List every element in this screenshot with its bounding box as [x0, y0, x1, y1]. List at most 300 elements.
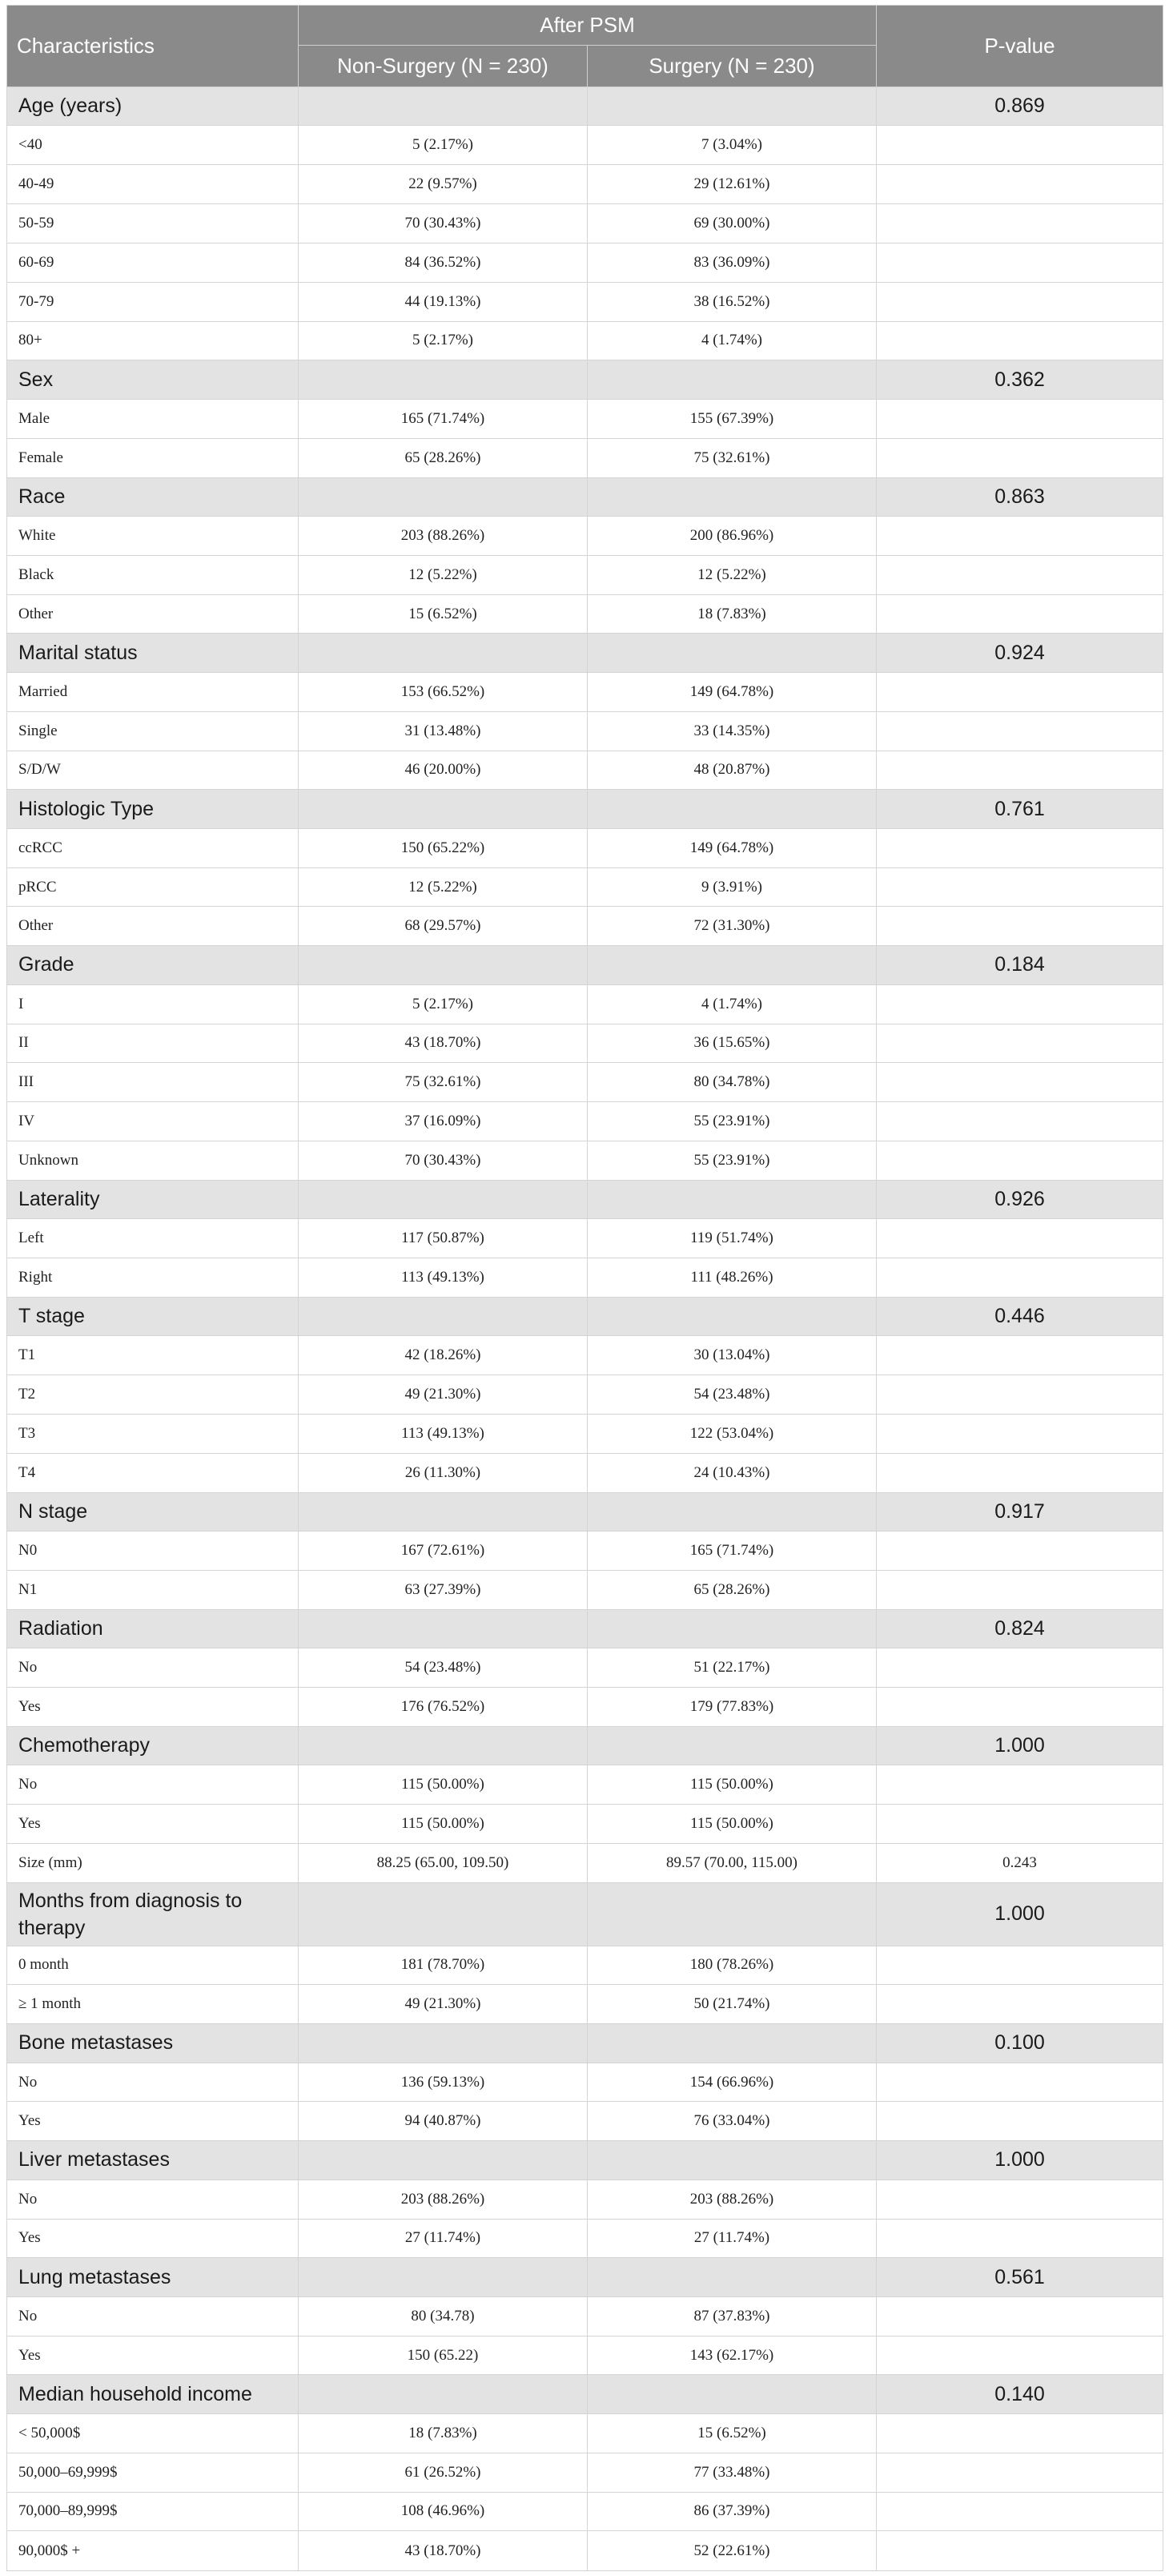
row-label: Yes: [7, 1688, 299, 1727]
non-surgery-value: 26 (11.30%): [299, 1453, 588, 1492]
table-row: [7, 243, 1163, 282]
non-surgery-value: 70 (30.43%): [299, 1141, 588, 1181]
header-surgery: Surgery (N = 230): [588, 46, 877, 87]
row-label: 40-49: [7, 165, 299, 204]
row-label: No: [7, 2063, 299, 2102]
surgery-value: [588, 2258, 877, 2296]
table-row: [7, 2413, 1163, 2453]
non-surgery-value: 88.25 (65.00, 109.50): [299, 1843, 588, 1882]
non-surgery-value: 80 (34.78): [299, 2296, 588, 2336]
category-label: Age (years): [7, 87, 299, 126]
p-value: [877, 2296, 1163, 2336]
category-label: Race: [7, 477, 299, 516]
surgery-value: [588, 87, 877, 126]
surgery-value: 86 (37.39%): [588, 2492, 877, 2531]
surgery-value: 12 (5.22%): [588, 555, 877, 594]
surgery-value: 111 (48.26%): [588, 1258, 877, 1298]
surgery-value: 30 (13.04%): [588, 1336, 877, 1375]
surgery-value: 83 (36.09%): [588, 243, 877, 282]
surgery-value: [588, 1882, 877, 1946]
non-surgery-value: 68 (29.57%): [299, 907, 588, 946]
surgery-value: [588, 1492, 877, 1531]
surgery-value: 119 (51.74%): [588, 1219, 877, 1258]
surgery-value: 9 (3.91%): [588, 867, 877, 907]
category-label: Laterality: [7, 1180, 299, 1218]
non-surgery-value: [299, 946, 588, 984]
category-row: [7, 2141, 1163, 2180]
table-row: [7, 438, 1163, 477]
row-label: Yes: [7, 2336, 299, 2375]
p-value: [877, 1453, 1163, 1492]
non-surgery-value: [299, 1180, 588, 1218]
non-surgery-value: 75 (32.61%): [299, 1063, 588, 1102]
non-surgery-value: 167 (72.61%): [299, 1532, 588, 1571]
table-row: [7, 399, 1163, 438]
row-label: Single: [7, 711, 299, 751]
category-row: [7, 946, 1163, 984]
row-label: Size (mm): [7, 1843, 299, 1882]
p-value: 1.000: [877, 2141, 1163, 2180]
category-label: T stage: [7, 1297, 299, 1335]
p-value: 0.863: [877, 477, 1163, 516]
surgery-value: 54 (23.48%): [588, 1375, 877, 1415]
p-value: 0.140: [877, 2375, 1163, 2413]
non-surgery-value: [299, 1492, 588, 1531]
table-row: [7, 126, 1163, 165]
row-label: III: [7, 1063, 299, 1102]
surgery-value: 55 (23.91%): [588, 1102, 877, 1141]
p-value: [877, 1141, 1163, 1181]
non-surgery-value: 108 (46.96%): [299, 2492, 588, 2531]
surgery-value: 180 (78.26%): [588, 1946, 877, 1985]
row-label: Right: [7, 1258, 299, 1298]
p-value: [877, 1648, 1163, 1688]
category-row: [7, 2258, 1163, 2296]
surgery-value: 4 (1.74%): [588, 984, 877, 1024]
category-row: [7, 2024, 1163, 2063]
row-label: Left: [7, 1219, 299, 1258]
table-row: [7, 2102, 1163, 2141]
non-surgery-value: [299, 360, 588, 399]
row-label: T1: [7, 1336, 299, 1375]
non-surgery-value: 31 (13.48%): [299, 711, 588, 751]
table-row: [7, 204, 1163, 244]
table-row: [7, 282, 1163, 321]
surgery-value: 155 (67.39%): [588, 399, 877, 438]
non-surgery-value: 5 (2.17%): [299, 321, 588, 360]
non-surgery-value: 15 (6.52%): [299, 594, 588, 634]
p-value: 0.824: [877, 1609, 1163, 1648]
table-row: [7, 555, 1163, 594]
table-row: [7, 2453, 1163, 2492]
p-value: [877, 711, 1163, 751]
category-row: [7, 477, 1163, 516]
p-value: [877, 1946, 1163, 1985]
non-surgery-value: 12 (5.22%): [299, 867, 588, 907]
surgery-value: [588, 634, 877, 672]
non-surgery-value: 115 (50.00%): [299, 1805, 588, 1844]
table-row: [7, 2296, 1163, 2336]
category-row: [7, 2375, 1163, 2413]
category-row: [7, 1609, 1163, 1648]
surgery-value: 179 (77.83%): [588, 1688, 877, 1727]
surgery-value: 69 (30.00%): [588, 204, 877, 244]
row-label: Other: [7, 594, 299, 634]
table-row: [7, 594, 1163, 634]
non-surgery-value: 136 (59.13%): [299, 2063, 588, 2102]
table-row: [7, 2063, 1163, 2102]
surgery-value: 52 (22.61%): [588, 2531, 877, 2571]
row-label: T2: [7, 1375, 299, 1415]
p-value: [877, 907, 1163, 946]
row-label: Female: [7, 438, 299, 477]
p-value: [877, 2413, 1163, 2453]
non-surgery-value: 46 (20.00%): [299, 751, 588, 790]
non-surgery-value: 44 (19.13%): [299, 282, 588, 321]
surgery-value: [588, 1726, 877, 1765]
row-label: 70-79: [7, 282, 299, 321]
p-value: [877, 1985, 1163, 2024]
table-body: [7, 87, 1163, 2571]
p-value: [877, 555, 1163, 594]
p-value: [877, 1258, 1163, 1298]
table-row: [7, 321, 1163, 360]
non-surgery-value: [299, 87, 588, 126]
p-value: [877, 282, 1163, 321]
non-surgery-value: 37 (16.09%): [299, 1102, 588, 1141]
table-row: [7, 984, 1163, 1024]
table-row: [7, 2219, 1163, 2258]
table-row: [7, 1141, 1163, 1181]
non-surgery-value: 150 (65.22%): [299, 828, 588, 867]
p-value: [877, 2219, 1163, 2258]
p-value: [877, 516, 1163, 555]
row-label: 60-69: [7, 243, 299, 282]
non-surgery-value: 113 (49.13%): [299, 1415, 588, 1454]
table-row: [7, 1688, 1163, 1727]
surgery-value: [588, 2024, 877, 2063]
surgery-value: 115 (50.00%): [588, 1805, 877, 1844]
surgery-value: 165 (71.74%): [588, 1532, 877, 1571]
non-surgery-value: 43 (18.70%): [299, 1024, 588, 1063]
header-non-surgery: Non-Surgery (N = 230): [299, 46, 588, 87]
non-surgery-value: 181 (78.70%): [299, 1946, 588, 1985]
category-label: Median household income: [7, 2375, 299, 2413]
p-value: 1.000: [877, 1726, 1163, 1765]
non-surgery-value: [299, 477, 588, 516]
non-surgery-value: [299, 790, 588, 828]
p-value: [877, 2336, 1163, 2375]
surgery-value: 36 (15.65%): [588, 1024, 877, 1063]
non-surgery-value: 61 (26.52%): [299, 2453, 588, 2492]
row-label: Married: [7, 672, 299, 711]
p-value: [877, 1102, 1163, 1141]
category-row: [7, 1180, 1163, 1218]
p-value: [877, 1765, 1163, 1805]
table-row: [7, 2531, 1163, 2571]
non-surgery-value: [299, 1882, 588, 1946]
table-row: [7, 1765, 1163, 1805]
p-value: 0.926: [877, 1180, 1163, 1218]
row-label: 90,000$ +: [7, 2531, 299, 2571]
table-row: [7, 516, 1163, 555]
non-surgery-value: 43 (18.70%): [299, 2531, 588, 2571]
surgery-value: 4 (1.74%): [588, 321, 877, 360]
table-row: [7, 1805, 1163, 1844]
row-label: Yes: [7, 2219, 299, 2258]
category-label: Histologic Type: [7, 790, 299, 828]
p-value: 0.243: [877, 1843, 1163, 1882]
non-surgery-value: 94 (40.87%): [299, 2102, 588, 2141]
category-label: Lung metastases: [7, 2258, 299, 2296]
p-value: [877, 1024, 1163, 1063]
p-value: [877, 1415, 1163, 1454]
p-value: [877, 165, 1163, 204]
p-value: [877, 867, 1163, 907]
surgery-value: [588, 1297, 877, 1335]
non-surgery-value: 203 (88.26%): [299, 516, 588, 555]
p-value: [877, 2180, 1163, 2219]
table-row: [7, 1946, 1163, 1985]
row-label: Male: [7, 399, 299, 438]
table-row: [7, 1258, 1163, 1298]
category-row: [7, 790, 1163, 828]
surgery-value: [588, 1609, 877, 1648]
row-label: No: [7, 2180, 299, 2219]
row-label: S/D/W: [7, 751, 299, 790]
non-surgery-value: 12 (5.22%): [299, 555, 588, 594]
non-surgery-value: 49 (21.30%): [299, 1985, 588, 2024]
p-value: [877, 1063, 1163, 1102]
surgery-value: 48 (20.87%): [588, 751, 877, 790]
p-value: 0.924: [877, 634, 1163, 672]
row-label: Yes: [7, 1805, 299, 1844]
table-header: [7, 6, 1163, 87]
non-surgery-value: [299, 1609, 588, 1648]
row-label: I: [7, 984, 299, 1024]
table-row: [7, 1532, 1163, 1571]
surgery-value: [588, 1180, 877, 1218]
non-surgery-value: 115 (50.00%): [299, 1765, 588, 1805]
p-value: [877, 1375, 1163, 1415]
row-label: No: [7, 1648, 299, 1688]
table-row: [7, 1063, 1163, 1102]
surgery-value: 55 (23.91%): [588, 1141, 877, 1181]
p-value: 0.917: [877, 1492, 1163, 1531]
surgery-value: [588, 2141, 877, 2180]
category-row: [7, 1492, 1163, 1531]
row-label: <40: [7, 126, 299, 165]
non-surgery-value: [299, 1726, 588, 1765]
p-value: 1.000: [877, 1882, 1163, 1946]
p-value: [877, 243, 1163, 282]
p-value: 0.761: [877, 790, 1163, 828]
surgery-value: 77 (33.48%): [588, 2453, 877, 2492]
non-surgery-value: 153 (66.52%): [299, 672, 588, 711]
non-surgery-value: 117 (50.87%): [299, 1219, 588, 1258]
surgery-value: 200 (86.96%): [588, 516, 877, 555]
category-row: [7, 1882, 1163, 1946]
surgery-value: 80 (34.78%): [588, 1063, 877, 1102]
non-surgery-value: [299, 2141, 588, 2180]
category-row: [7, 360, 1163, 399]
table-row: [7, 867, 1163, 907]
table-row: [7, 1336, 1163, 1375]
non-surgery-value: 27 (11.74%): [299, 2219, 588, 2258]
surgery-value: [588, 790, 877, 828]
p-value: [877, 751, 1163, 790]
p-value: [877, 204, 1163, 244]
row-label: 80+: [7, 321, 299, 360]
surgery-value: 65 (28.26%): [588, 1570, 877, 1609]
surgery-value: 143 (62.17%): [588, 2336, 877, 2375]
row-label: 0 month: [7, 1946, 299, 1985]
non-surgery-value: 203 (88.26%): [299, 2180, 588, 2219]
non-surgery-value: 150 (65.22): [299, 2336, 588, 2375]
non-surgery-value: 22 (9.57%): [299, 165, 588, 204]
p-value: [877, 1570, 1163, 1609]
surgery-value: 51 (22.17%): [588, 1648, 877, 1688]
p-value: [877, 2102, 1163, 2141]
non-surgery-value: 5 (2.17%): [299, 984, 588, 1024]
category-label: Bone metastases: [7, 2024, 299, 2063]
table-row: [7, 672, 1163, 711]
row-label: Black: [7, 555, 299, 594]
p-value: [877, 126, 1163, 165]
table-row: [7, 2180, 1163, 2219]
table-row: [7, 1375, 1163, 1415]
category-row: [7, 87, 1163, 126]
row-label: T4: [7, 1453, 299, 1492]
category-label: Months from diagnosis to therapy: [7, 1882, 299, 1946]
row-label: No: [7, 2296, 299, 2336]
p-value: [877, 594, 1163, 634]
surgery-value: 115 (50.00%): [588, 1765, 877, 1805]
surgery-value: 18 (7.83%): [588, 594, 877, 634]
surgery-value: 15 (6.52%): [588, 2413, 877, 2453]
p-value: [877, 1688, 1163, 1727]
table-row: [7, 828, 1163, 867]
non-surgery-value: [299, 2024, 588, 2063]
table-row: [7, 1985, 1163, 2024]
non-surgery-value: 70 (30.43%): [299, 204, 588, 244]
surgery-value: 122 (53.04%): [588, 1415, 877, 1454]
table-row: [7, 907, 1163, 946]
row-label: White: [7, 516, 299, 555]
table-row: [7, 1024, 1163, 1063]
surgery-value: 87 (37.83%): [588, 2296, 877, 2336]
non-surgery-value: 165 (71.74%): [299, 399, 588, 438]
surgery-value: 7 (3.04%): [588, 126, 877, 165]
table-row: [7, 711, 1163, 751]
table-row: [7, 1843, 1163, 1882]
p-value: [877, 1805, 1163, 1844]
surgery-value: [588, 946, 877, 984]
p-value: 0.100: [877, 2024, 1163, 2063]
row-label: Yes: [7, 2102, 299, 2141]
non-surgery-value: [299, 2258, 588, 2296]
non-surgery-value: 65 (28.26%): [299, 438, 588, 477]
surgery-value: [588, 360, 877, 399]
category-label: N stage: [7, 1492, 299, 1531]
row-label: pRCC: [7, 867, 299, 907]
non-surgery-value: 84 (36.52%): [299, 243, 588, 282]
p-value: [877, 2492, 1163, 2531]
non-surgery-value: 176 (76.52%): [299, 1688, 588, 1727]
p-value: 0.362: [877, 360, 1163, 399]
row-label: II: [7, 1024, 299, 1063]
p-value: [877, 2063, 1163, 2102]
row-label: ccRCC: [7, 828, 299, 867]
non-surgery-value: 18 (7.83%): [299, 2413, 588, 2453]
category-row: [7, 634, 1163, 672]
surgery-value: 76 (33.04%): [588, 2102, 877, 2141]
table-row: [7, 2336, 1163, 2375]
surgery-value: 75 (32.61%): [588, 438, 877, 477]
non-surgery-value: [299, 634, 588, 672]
category-row: [7, 1726, 1163, 1765]
non-surgery-value: 63 (27.39%): [299, 1570, 588, 1609]
p-value: [877, 984, 1163, 1024]
category-label: Grade: [7, 946, 299, 984]
row-label: 50,000–69,999$: [7, 2453, 299, 2492]
p-value: 0.561: [877, 2258, 1163, 2296]
row-label: ≥ 1 month: [7, 1985, 299, 2024]
category-label: Chemotherapy: [7, 1726, 299, 1765]
p-value: [877, 1532, 1163, 1571]
surgery-value: 72 (31.30%): [588, 907, 877, 946]
p-value: [877, 2531, 1163, 2571]
row-label: T3: [7, 1415, 299, 1454]
p-value: 0.446: [877, 1297, 1163, 1335]
table-row: [7, 1570, 1163, 1609]
surgery-value: 149 (64.78%): [588, 672, 877, 711]
surgery-value: 154 (66.96%): [588, 2063, 877, 2102]
p-value: 0.869: [877, 87, 1163, 126]
surgery-value: [588, 477, 877, 516]
table-row: [7, 165, 1163, 204]
non-surgery-value: [299, 2375, 588, 2413]
surgery-value: 29 (12.61%): [588, 165, 877, 204]
p-value: [877, 828, 1163, 867]
surgery-value: 27 (11.74%): [588, 2219, 877, 2258]
table-row: [7, 1102, 1163, 1141]
category-label: Sex: [7, 360, 299, 399]
p-value: [877, 1219, 1163, 1258]
row-label: 50-59: [7, 204, 299, 244]
table-row: [7, 1453, 1163, 1492]
row-label: Unknown: [7, 1141, 299, 1181]
non-surgery-value: [299, 1297, 588, 1335]
table-row: [7, 2492, 1163, 2531]
table-row: [7, 1219, 1163, 1258]
surgery-value: [588, 2375, 877, 2413]
row-label: No: [7, 1765, 299, 1805]
row-label: < 50,000$: [7, 2413, 299, 2453]
row-label: N0: [7, 1532, 299, 1571]
p-value: [877, 2453, 1163, 2492]
header-characteristics: Characteristics: [7, 6, 299, 87]
non-surgery-value: 49 (21.30%): [299, 1375, 588, 1415]
surgery-value: 149 (64.78%): [588, 828, 877, 867]
surgery-value: 24 (10.43%): [588, 1453, 877, 1492]
row-label: 70,000–89,999$: [7, 2492, 299, 2531]
non-surgery-value: 5 (2.17%): [299, 126, 588, 165]
row-label: Other: [7, 907, 299, 946]
table-row: [7, 751, 1163, 790]
p-value: 0.184: [877, 946, 1163, 984]
non-surgery-value: 54 (23.48%): [299, 1648, 588, 1688]
